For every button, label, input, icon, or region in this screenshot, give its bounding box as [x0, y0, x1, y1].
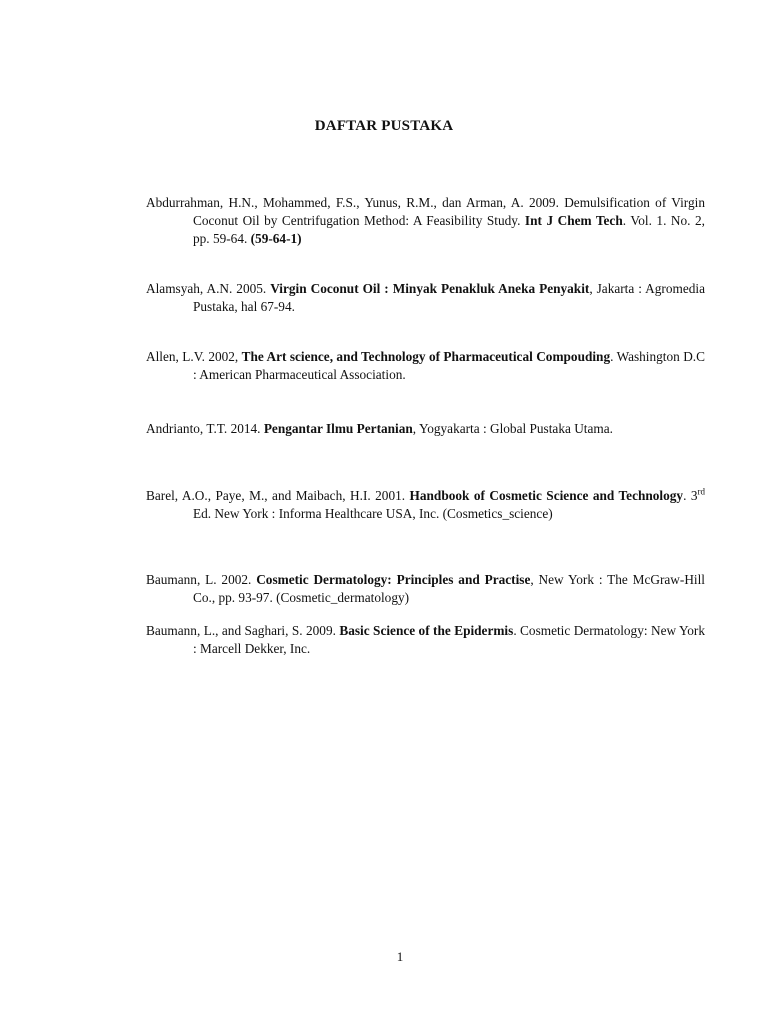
- reference-book-title: Cosmetic Dermatology: Principles and Practise: [256, 572, 531, 587]
- reference-text: . Cosmetic Dermatology: New York : Marcell Dekker, Inc.: [193, 623, 705, 656]
- reference-text: , Jakarta : Agromedia Pustaka, hal 67-94.: [193, 281, 705, 314]
- reference-journal: Int J Chem Tech: [524, 213, 623, 228]
- reference-text: Baumann, L., and Saghari, S. 2009.: [146, 623, 340, 638]
- reference-text: Ed. New York : Informa Healthcare USA, Inc. (Cosmetics_science): [193, 506, 553, 521]
- reference-text: . Washington D.C : American Pharmaceutical Association.: [193, 349, 705, 382]
- page-title: DAFTAR PUSTAKA: [314, 118, 454, 134]
- page-number: 1: [396, 949, 404, 964]
- reference-book-title: Handbook of Cosmetic Science and Technology: [409, 488, 684, 503]
- reference-entry: [146, 194, 705, 248]
- reference-entry: [146, 280, 705, 316]
- reference-text: Andrianto, T.T. 2014.: [146, 421, 264, 436]
- reference-entry: [146, 487, 705, 523]
- reference-text: . 3: [683, 488, 698, 503]
- reference-book-title: The Art science, and Technology of Pharmaceutical Compouding: [241, 349, 611, 364]
- reference-entry: [146, 420, 705, 438]
- reference-book-title: Virgin Coconut Oil : Minyak Penakluk Aneka Penyakit: [270, 281, 590, 296]
- reference-text: Barel, A.O., Paye, M., and Maibach, H.I. 2001.: [146, 488, 410, 503]
- reference-text: . Vol. 1. No. 2, pp. 59-64.: [193, 213, 705, 246]
- reference-text: Baumann, L. 2002.: [146, 572, 257, 587]
- reference-entry: [146, 348, 705, 384]
- reference-chapter-title: Basic Science of the Epidermis: [339, 623, 514, 638]
- reference-text: Alamsyah, A.N. 2005.: [146, 281, 271, 296]
- reference-entry: [146, 622, 705, 658]
- reference-superscript: rd: [697, 486, 705, 497]
- reference-text: Allen, L.V. 2002,: [146, 349, 242, 364]
- reference-code: (59-64-1): [250, 231, 302, 246]
- reference-text: , Yogyakarta : Global Pustaka Utama.: [412, 421, 613, 436]
- reference-entry: [146, 571, 705, 607]
- reference-text: , New York : The McGraw-Hill Co., pp. 93-97. (Cosmetic_dermatology): [193, 572, 706, 605]
- reference-book-title: Pengantar Ilmu Pertanian: [263, 421, 413, 436]
- reference-text: Abdurrahman, H.N., Mohammed, F.S., Yunus, R.M., dan Arman, A. 2009. Demulsification of Virgin Coconut Oil by Centrifugation Method: A Feasibility Study.: [146, 195, 705, 228]
